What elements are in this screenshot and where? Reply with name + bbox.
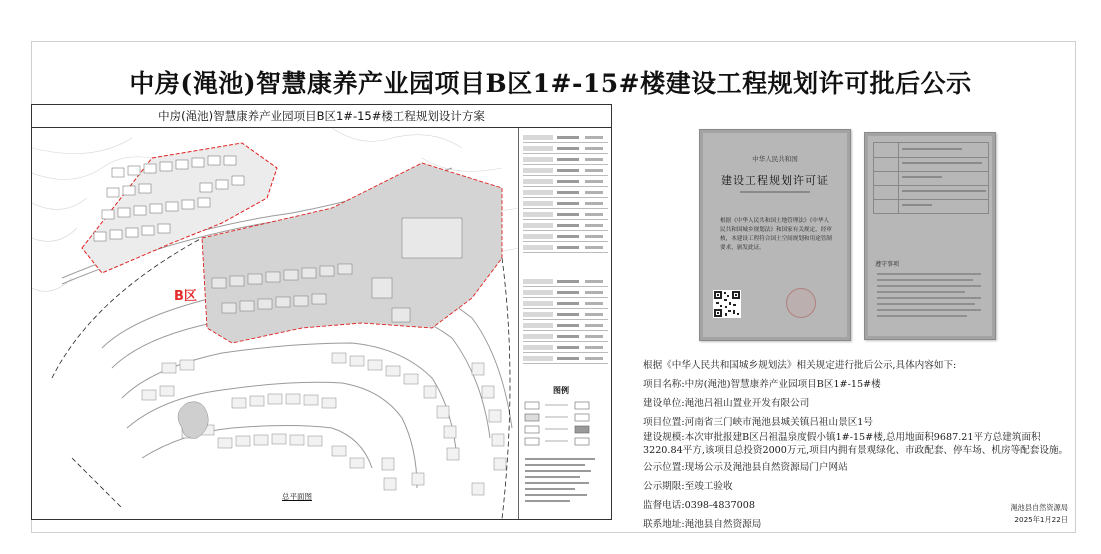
seal-stamp-icon	[786, 288, 816, 318]
table-row	[523, 222, 608, 231]
supervision-hotline: 监督电话:0398-4837008	[643, 500, 755, 511]
plan-caption: 总平面图	[282, 492, 312, 501]
table-row	[523, 344, 608, 353]
table-row	[523, 278, 608, 287]
table-row	[523, 311, 608, 320]
table-row	[523, 145, 608, 154]
contact-address: 联系地址:渑池县自然资源局	[643, 519, 762, 530]
permit-text: 根据《中华人民共和国土地管理法》《中华人民共和国城乡规划法》和国家有关规定，经审核，本建设工程符合国土空间规划和用途管制要求，颁发此证。	[720, 218, 832, 251]
notice-intro: 根据《中华人民共和国城乡规划法》相关规定进行批后公示,具体内容如下:	[643, 360, 957, 371]
table-row	[523, 333, 608, 342]
qr-code-icon	[713, 290, 741, 318]
project-location: 项目位置:河南省三门峡市渑池县城关镇吕祖山景区1号	[643, 417, 873, 428]
permit-notes-title: 遵守事项	[875, 261, 900, 268]
permit-certificate-back	[864, 132, 996, 340]
notice-title: 中房(渑池)智慧康养产业园项目B区1#-15#楼建设工程规划许可批后公示	[129, 69, 972, 98]
publicity-period: 公示期限:至竣工验收	[643, 481, 733, 492]
table-row	[523, 189, 608, 198]
zone-b-label: B区	[174, 289, 197, 304]
permit-name: 建设工程规划许可证	[721, 174, 829, 187]
permit-number-line	[740, 191, 810, 193]
table-row	[523, 355, 608, 364]
plan-legend-column	[518, 128, 612, 519]
table-row	[523, 200, 608, 209]
table-row	[523, 211, 608, 220]
permit-country: 中华人民共和国	[752, 155, 798, 163]
table-row	[523, 289, 608, 298]
legend-title: 图例	[553, 386, 569, 395]
table-row	[523, 156, 608, 165]
table-row	[523, 322, 608, 331]
table-row	[523, 134, 608, 143]
table-row	[523, 244, 608, 253]
table-row	[523, 178, 608, 187]
site-plan-map	[32, 128, 518, 519]
publicity-place: 公示位置:现场公示及渑池县自然资源局门户网站	[643, 462, 848, 473]
legend-symbols	[523, 400, 608, 515]
permit-certificate-front	[699, 129, 851, 341]
site-plan-drawing	[31, 104, 612, 520]
issue-date: 2025年1月22日	[1014, 515, 1068, 524]
construction-scale: 建设规模:本次审批报建B区吕祖温泉度假小镇1#-15#楼,总用地面积9687.21平方总建筑面积3220.84平方,该项目总投资2000万元,项目内拥有景观绿化、市政配套、停车场、机房等配套设施。	[643, 432, 1069, 456]
issuing-authority: 渑池县自然资源局	[1010, 503, 1068, 512]
project-name: 项目名称:中房(渑池)智慧康养产业园项目B区1#-15#楼	[643, 379, 881, 390]
developer: 建设单位:渑池吕祖山置业开发有限公司	[643, 398, 810, 409]
table-row	[523, 300, 608, 309]
table-row	[523, 233, 608, 242]
plan-title: 中房(渑池)智慧康养产业园项目B区1#-15#楼工程规划设计方案	[158, 109, 485, 123]
permit-info-table	[873, 142, 989, 214]
permit-notes-list	[877, 273, 983, 321]
table-row	[523, 167, 608, 176]
